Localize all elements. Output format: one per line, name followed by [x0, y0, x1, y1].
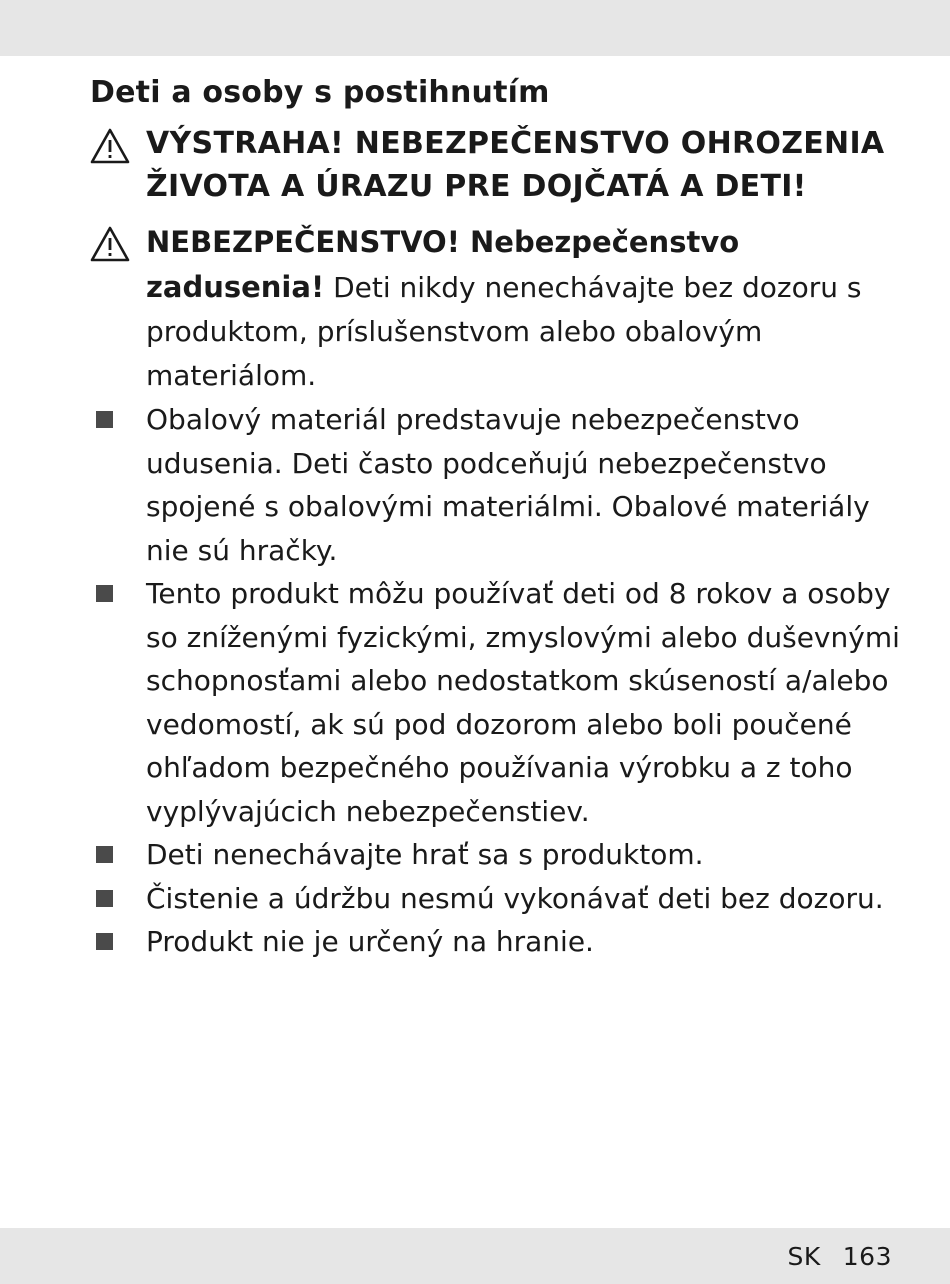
warning-text — [146, 220, 900, 398]
bullet-square-icon — [96, 890, 113, 907]
list-item-text: Deti nenechávajte hrať sa s produktom. — [146, 838, 704, 871]
list-item-text: Obalový materiál predstavuje nebezpečenstvo udusenia. Deti často podceňujú nebezpečenstvo spojené s obalovými materiálmi. Obalové materiály nie sú hračky. — [146, 403, 870, 567]
footer-page-number: 163 — [842, 1242, 892, 1271]
list-item-text: Tento produkt môžu používať deti od 8 rokov a osoby so zníženými fyzickými, zmyslovými alebo duševnými schopnosťami alebo nedostatkom skúseností a/alebo vedomostí, ak sú pod dozorom alebo boli poučené ohľadom bezpečného používania výrobku a z toho vyplývajúcich nebezpečenstiev. — [146, 577, 900, 828]
bullet-square-icon — [96, 585, 113, 602]
list-item-text: Čistenie a údržbu nesmú vykonávať deti bez dozoru. — [146, 881, 884, 915]
list-item — [90, 833, 900, 877]
footer-language: SK — [787, 1242, 821, 1271]
bullet-square-icon — [96, 933, 113, 950]
warning-lead: NEBEZPEČENSTVO! Nebezpečenstvo zadusenia! — [146, 225, 740, 304]
list-item-text: Produkt nie je určený na hranie. — [146, 925, 594, 958]
safety-list — [90, 398, 900, 964]
warning-heading: VÝSTRAHA! NEBEZPEČENSTVO OHROZENIA ŽIVOTA A ÚRAZU PRE DOJČATÁ A DETI! — [146, 126, 885, 204]
warning-triangle-icon — [90, 226, 130, 262]
list-item — [90, 920, 900, 964]
warning-triangle-icon — [90, 128, 130, 164]
header-band — [0, 0, 950, 56]
list-item — [90, 572, 900, 833]
warning-block-suffocation — [90, 220, 900, 398]
bullet-square-icon — [96, 411, 113, 428]
warning-block-danger-to-life — [90, 122, 900, 208]
bullet-square-icon — [96, 846, 113, 863]
page-footer — [788, 1242, 892, 1271]
section-title: Deti a osoby s postihnutím — [90, 75, 550, 110]
warning-body: Deti nikdy nenechávajte bez dozoru s produktom, príslušenstvom alebo obalovým materiálom. — [146, 271, 862, 392]
page-content — [90, 72, 900, 964]
list-item — [90, 877, 900, 921]
list-item — [90, 398, 900, 572]
